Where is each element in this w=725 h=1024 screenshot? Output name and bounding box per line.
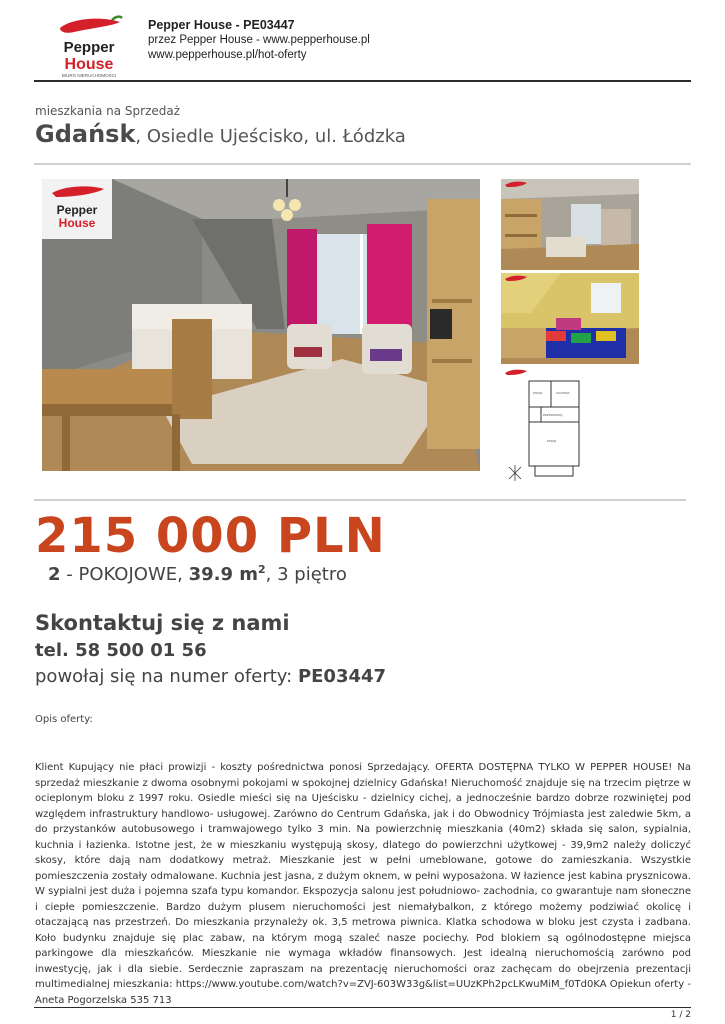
svg-text:KUCHNIA: KUCHNIA — [556, 391, 570, 395]
photos-divider — [34, 499, 686, 501]
thumbnail-floor-plan[interactable] — [501, 367, 639, 481]
description-text: Klient Kupujący nie płaci prowizji - koszty pośrednictwa ponosi Sprzedający. OFERTA DOSTĘPNA TYLKO W PEPPER HOUSE! Na sprzedaż mieszkanie z dwoma osobnymi pokojami w spokojnej dzielnicy Gdańska! Nieruchomość znajduje się na trzecim piętrze w ocieplonym bloku z 1997 roku. Osiedle mieści się na Ujeścisku - dzielnicy cichej, a jednocześnie bardzo dobrze rozwiniętej pod względem infrastruktury handlowo- usługowej. Zarówno do Centrum Gdańska, jak i do Obwodnicy Trójmiasta jest zaledwie 5km, a do przystanków autobusowego i tramwajowego tylko 3 min. Na powierzchnię mieszkania (40m2) składa się salon, sypialnia, kuchnia i łazienka. Istotne jest, że w mieszkaniu występują skosy, dlatego do powierzchni użytkowej - 39,9m2 należy doliczyć skosy, które dają nam dodatkowy metraż. Mieszkanie jest w pełni umeblowane, gotowe do zamieszkania. Wszystkie pomieszczenia zostały odmalowane. Kuchnia jest jasna, z dużym oknem, w pełni wyposażona. W łazience jest kabina prysznicowa. W sypialni jest duża i pojemna szafa typu komandor. Ekspozycja salonu jest południowo- zachodnia, co gwarantuje nam słoneczne i ciepłe pomieszczenie. Bardzo dużym plusem nieruchomości jest niemałybalkon, z którego możemy podziwiać okolicę i otaczającą nas przestrzeń. Do mieszkania przynależy ok. 3,5 metrowa piwnica. Klatka schodowa w bloku jest czysta i zadbana. Koło budynku znajduje się plac zabaw, na którym mogą szaleć nasze pociechy. Pod blokiem są ogólnodostępne miejsca parkingowe dla mieszkańców. Mieszkanie nie wymaga wkładów finansowych. Jest idealną nieruchomością zarówno pod inwestycję, jak i dla siebie. Serdecznie zapraszam na prezentację nieruchomości oraz zachęcam do obejrzenia prezentacji multimedialnej mieszkania: https://www.youtube.com/watch?v=ZVJ-603W33g&list=UUzKPh2pcLKwuMiM_f0Td0KA Opiekun oferty - Aneta Pogorzelska 535 713 — [35, 762, 691, 1006]
header-info — [148, 18, 370, 63]
thumbnail-photo-bedroom[interactable] — [501, 273, 639, 364]
offer-reference — [35, 666, 386, 687]
thumbnail-photo-living-room[interactable] — [501, 179, 639, 270]
listing-price: 215 000 PLN — [35, 508, 386, 564]
svg-text:Pepper: Pepper — [56, 203, 98, 217]
offer-reference-number: PE03447 — [297, 666, 387, 687]
header-agency-line[interactable]: przez Pepper House - www.pepperhouse.pl — [148, 34, 370, 46]
svg-text:BIURO NIERUCHOMOŚCI: BIURO NIERUCHOMOŚCI — [61, 73, 117, 78]
area-value: 39.9 m — [188, 564, 259, 585]
listing-category: mieszkania na Sprzedaż — [35, 104, 181, 118]
listing-address: , Osiedle Ujeścisko, ul. Łódzka — [135, 126, 406, 147]
area-superscript: 2 — [258, 563, 266, 576]
title-divider — [34, 163, 691, 165]
listing-city: Gdańsk — [35, 120, 136, 148]
header-divider — [34, 80, 691, 82]
listing-location — [35, 120, 406, 148]
page-number: 1 / 2 — [670, 1010, 691, 1020]
offer-reference-label: powołaj się na numer oferty: — [35, 666, 298, 687]
listing-specs — [48, 563, 347, 585]
footer-divider — [34, 1007, 691, 1008]
svg-text:House: House — [58, 216, 96, 230]
svg-text:PRZEDPOKÓJ: PRZEDPOKÓJ — [543, 413, 563, 417]
svg-text:POKÓJ: POKÓJ — [547, 439, 557, 443]
header-url-line[interactable]: www.pepperhouse.pl/hot-oferty — [148, 49, 307, 61]
rooms-label: - POKOJOWE, — [60, 564, 189, 585]
svg-text:POKÓJ: POKÓJ — [533, 391, 543, 395]
header-title: Pepper House - PE03447 — [148, 18, 295, 32]
pepper-house-logo — [52, 14, 126, 80]
main-photo-living-room[interactable] — [42, 179, 480, 471]
rooms-count: 2 — [48, 564, 61, 585]
svg-text:House: House — [64, 56, 114, 73]
contact-phone[interactable]: tel. 58 500 01 56 — [35, 640, 207, 661]
svg-text:Pepper: Pepper — [63, 39, 115, 56]
description-label: Opis oferty: — [35, 714, 93, 725]
contact-heading: Skontaktuj się z nami — [35, 611, 290, 635]
floor-info: , 3 piętro — [265, 564, 347, 585]
